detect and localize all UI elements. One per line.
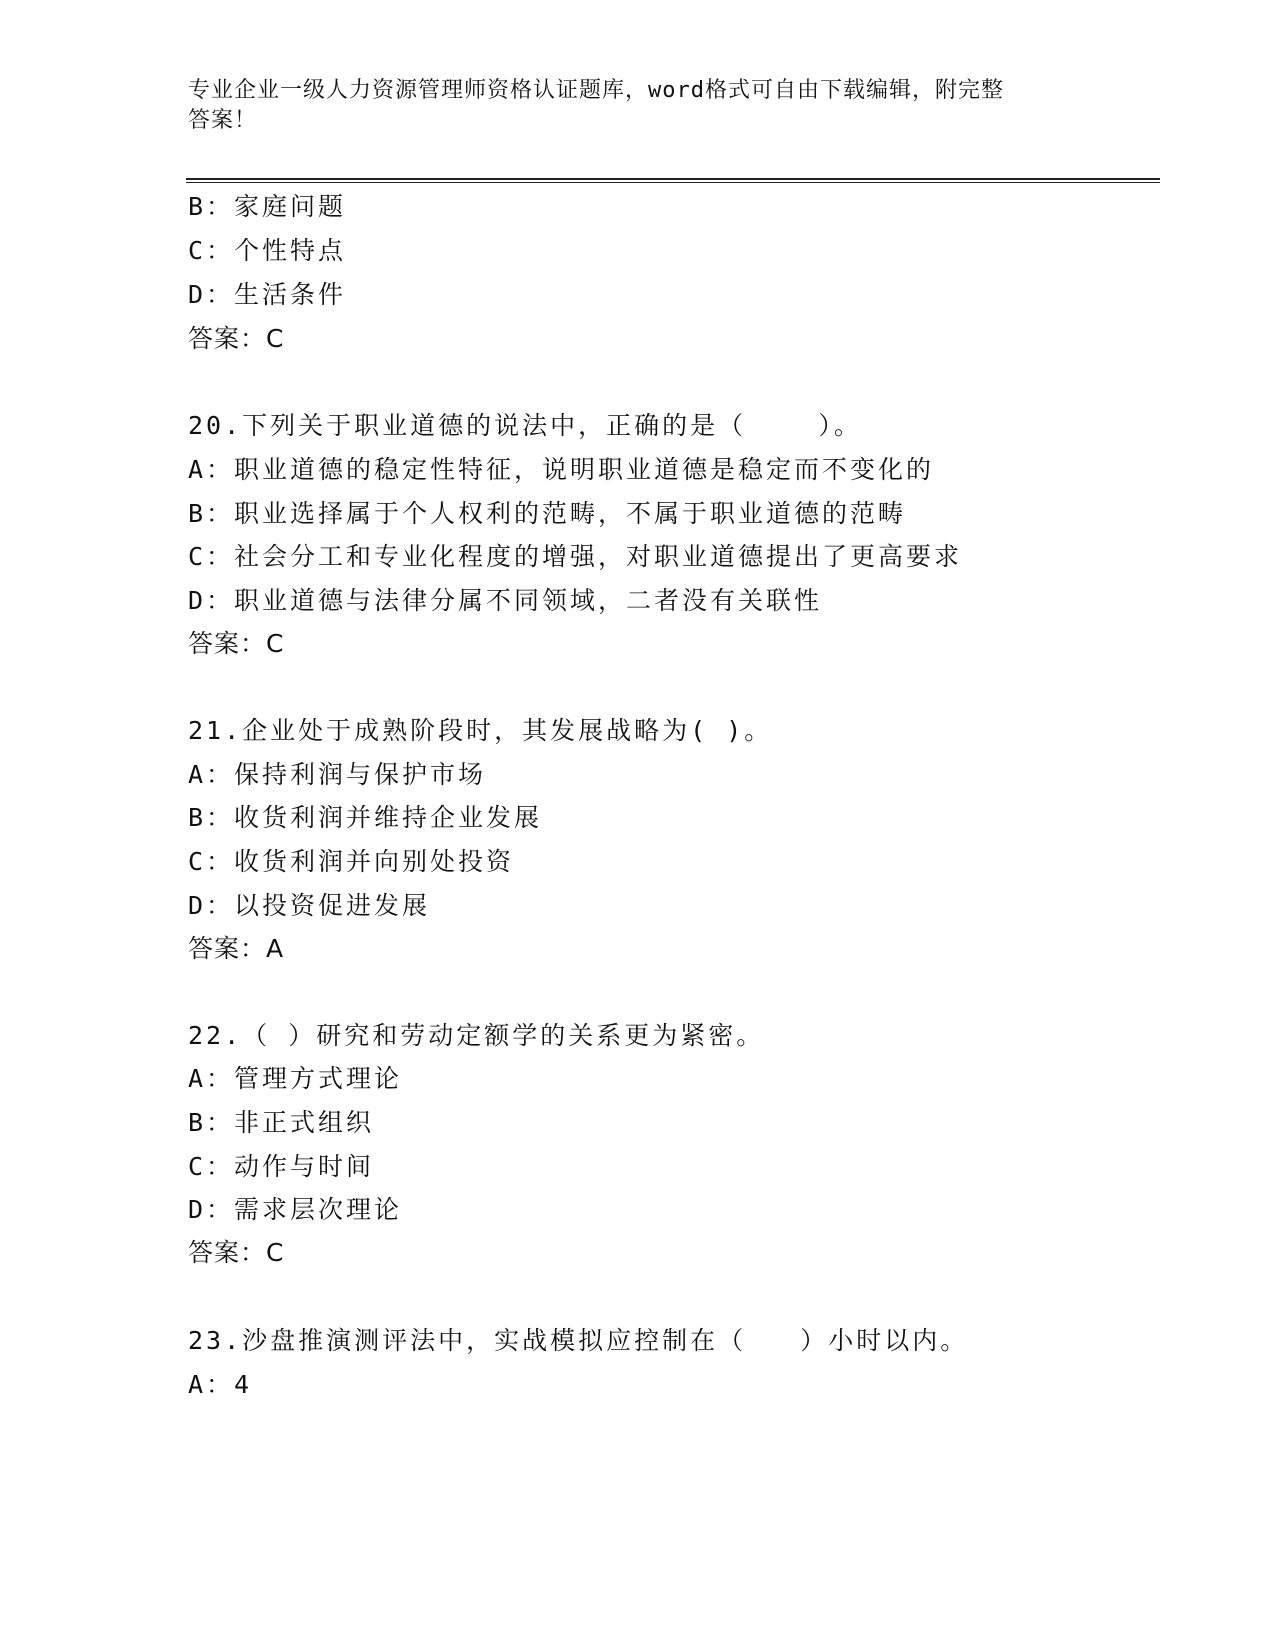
header-divider-thick — [186, 178, 1160, 180]
q19-option-c: C：个性特点 — [188, 236, 347, 265]
q19-option-b: B：家庭问题 — [188, 192, 347, 221]
q19-option-d: D：生活条件 — [188, 280, 347, 309]
q21-option-d: D：以投资促进发展 — [188, 891, 431, 920]
q20-stem: 20.下列关于职业道德的说法中，正确的是（ ）。 — [188, 411, 862, 440]
q22-answer: 答案：C — [188, 1238, 285, 1267]
q21-option-b: B：收货利润并维持企业发展 — [188, 803, 543, 832]
q21-option-a: A：保持利润与保护市场 — [188, 760, 487, 789]
q21-option-c: C：收货利润并向别处投资 — [188, 847, 515, 876]
header-line-1: 专业企业一级人力资源管理师资格认证题库，word格式可自由下载编辑，附完整 — [188, 78, 1004, 103]
q22-option-b: B：非正式组织 — [188, 1108, 375, 1137]
q20-option-c: C：社会分工和专业化程度的增强，对职业道德提出了更高要求 — [188, 542, 963, 571]
q20-option-b: B：职业选择属于个人权利的范畴，不属于职业道德的范畴 — [188, 499, 907, 528]
q22-stem: 22.（ ）研究和劳动定额学的关系更为紧密。 — [188, 1021, 765, 1050]
header-line-2: 答案！ — [188, 108, 258, 133]
q23-stem: 23.沙盘推演测评法中，实战模拟应控制在（ ）小时以内。 — [188, 1326, 969, 1355]
q21-answer: 答案：A — [188, 934, 285, 963]
q23-option-a: A：4 — [188, 1370, 253, 1399]
q20-option-d: D：职业道德与法律分属不同领域，二者没有关联性 — [188, 586, 823, 615]
q22-option-d: D：需求层次理论 — [188, 1195, 403, 1224]
header-divider-thin — [186, 182, 1160, 183]
q20-option-a: A：职业道德的稳定性特征，说明职业道德是稳定而不变化的 — [188, 455, 935, 484]
q22-option-a: A：管理方式理论 — [188, 1064, 403, 1093]
document-header — [188, 76, 1088, 136]
q19-answer: 答案：C — [188, 324, 285, 353]
q22-option-c: C：动作与时间 — [188, 1152, 375, 1181]
q20-answer: 答案：C — [188, 629, 285, 658]
q21-stem: 21.企业处于成熟阶段时，其发展战略为( )。 — [188, 716, 773, 745]
